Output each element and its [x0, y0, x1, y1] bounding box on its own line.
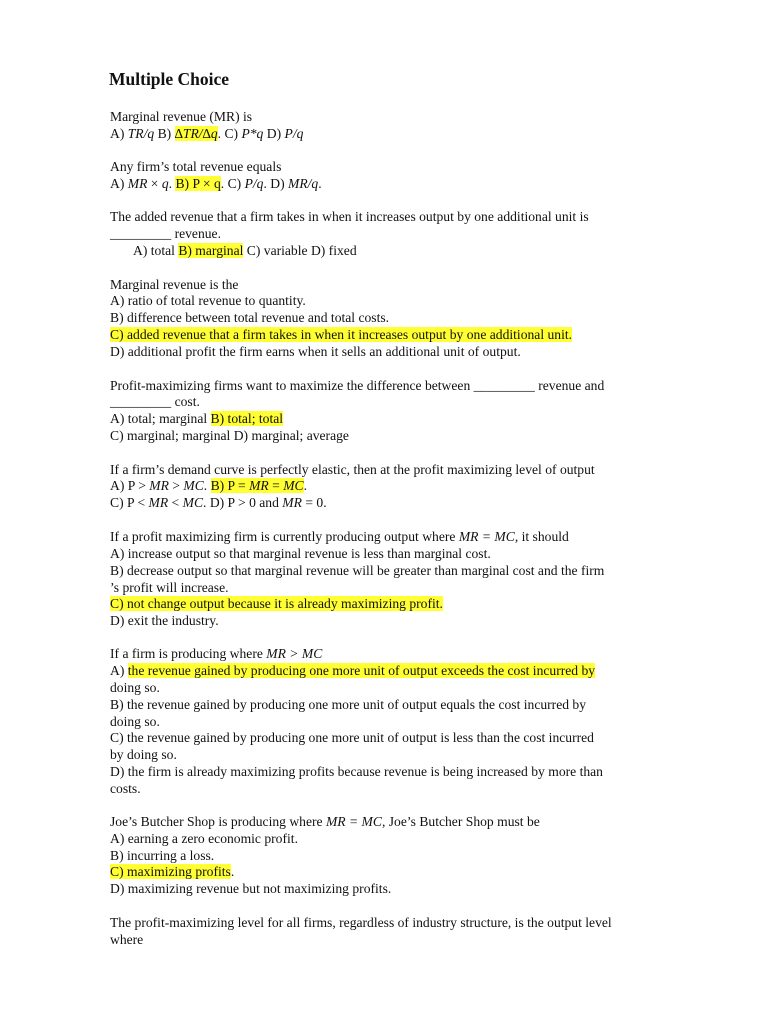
option-c-line-1: C) the revenue gained by producing one more unit of output is less than the cost incurred: [110, 730, 594, 745]
question-stem-line-1: The added revenue that a firm takes in when it increases output by one additional unit is: [110, 209, 589, 224]
option-d: D) maximizing revenue but not maximizing profits.: [110, 881, 392, 896]
option-c-line-2: by doing so.: [110, 747, 177, 762]
option-d: MR/q: [288, 176, 319, 191]
stem-equation: MR > MC: [266, 646, 323, 661]
options-c-d: C) variable D) fixed: [243, 243, 357, 258]
answer-options-cd: C) marginal; marginal D) marginal; average: [110, 428, 349, 443]
answer-options: [110, 125, 303, 142]
option-c-label: C) P <: [110, 495, 149, 510]
option-b: B) difference between total revenue and total costs.: [110, 310, 390, 325]
option-c: [110, 595, 443, 612]
option-d-line-1: D) the firm is already maximizing profits because revenue is being increased by more than: [110, 764, 603, 779]
separator: .: [168, 176, 176, 191]
option-b-highlighted: [175, 126, 218, 141]
option-c-op: <: [168, 495, 183, 510]
option-b-label: B) P =: [210, 478, 250, 493]
option-d-end: = 0.: [301, 495, 327, 510]
option-c-highlighted: C) maximizing profits: [110, 864, 231, 879]
question-stem-line-2: where: [110, 932, 144, 947]
answer-options: [110, 175, 322, 192]
option-a-end: .: [203, 478, 211, 493]
option-b: ∆TR/∆q: [174, 126, 218, 141]
option-b-highlighted: B) P × q: [175, 176, 221, 191]
option-d: D) additional profit the firm earns when it sells an additional unit of output.: [110, 344, 521, 359]
stem-end: , Joe’s Butcher Shop must be: [381, 814, 540, 829]
period: .: [318, 176, 322, 191]
option-a: A) total; marginal: [110, 411, 211, 426]
option-a-op: >: [168, 478, 184, 493]
question-stem: Marginal revenue is the: [110, 277, 239, 292]
option-c: P/q: [244, 176, 264, 191]
question-stem-line-2: _________ revenue.: [110, 226, 221, 241]
option-a: A) earning a zero economic profit.: [110, 831, 298, 846]
question-stem-line-2: _________ cost.: [110, 394, 200, 409]
option-d-mr: MR: [282, 495, 302, 510]
option-b-highlighted: [211, 478, 304, 493]
stem-equation: MR = MC: [458, 529, 515, 544]
question-stem: [110, 813, 540, 830]
question-stem: Marginal revenue (MR) is: [110, 109, 253, 124]
option-b-line-1: B) the revenue gained by producing one more unit of output equals the cost incurred by: [110, 697, 587, 712]
option-d-label: D): [263, 126, 285, 141]
stem-text: If a firm is producing where: [110, 646, 267, 661]
option-b: B) incurring a loss.: [110, 848, 215, 863]
option-c-highlighted: C) not change output because it is already maximizing profit.: [110, 596, 443, 611]
option-a-line-2: doing so.: [110, 680, 160, 695]
option-a: A) increase output so that marginal revenue is less than marginal cost.: [110, 546, 491, 561]
answer-options-ab: [110, 477, 307, 494]
option-a-mr: MR: [127, 176, 148, 191]
stem-text: Joe’s Butcher Shop is producing where: [110, 814, 326, 829]
option-a-label: A): [110, 126, 128, 141]
stem-text: If a profit maximizing firm is currently producing output where: [110, 529, 459, 544]
option-a: A) ratio of total revenue to quantity.: [110, 293, 306, 308]
option-b-mc: MC: [283, 478, 304, 493]
option-b-line-1: B) decrease output so that marginal revenue will be greater than marginal cost and the firm: [110, 563, 605, 578]
stem-end: , it should: [514, 529, 569, 544]
option-d-text: . D) P > 0 and: [203, 495, 283, 510]
answer-options: [133, 242, 357, 259]
option-a: A) total: [133, 243, 179, 258]
option-b-label: B): [154, 126, 175, 141]
option-c: [110, 863, 234, 880]
option-c-mr: MR: [148, 495, 169, 510]
option-a-label: A) P >: [110, 478, 150, 493]
option-c-label: . C): [220, 176, 245, 191]
option-a-highlighted: the revenue gained by producing one more unit of output exceeds the cost incurred by: [127, 663, 596, 678]
answer-options-cd: [110, 494, 327, 511]
page-title: Multiple Choice: [109, 69, 230, 89]
question-stem-line-1: The profit-maximizing level for all firms, regardless of industry structure, is the output level: [110, 915, 612, 930]
option-a-mr: MR: [149, 478, 169, 493]
option-c-mc: MC: [182, 495, 204, 510]
option-c: [110, 326, 572, 343]
option-c-highlighted: C) added revenue that a firm takes in when it increases output by one additional unit.: [110, 327, 573, 342]
question-stem: If a firm’s demand curve is perfectly elastic, then at the profit maximizing level of output: [110, 462, 595, 477]
option-d-label: . D): [263, 176, 288, 191]
option-b-highlighted: B) marginal: [178, 243, 244, 258]
option-b-op: =: [268, 478, 284, 493]
option-a-q: q: [161, 176, 169, 191]
option-b-line-2: doing so.: [110, 714, 160, 729]
question-stem: Any firm’s total revenue equals: [110, 159, 282, 174]
question-stem-line-1: Profit-maximizing firms want to maximize the difference between _________ revenue and: [110, 378, 605, 393]
option-b-line-2: ’s profit will increase.: [110, 580, 229, 595]
option-d: D) exit the industry.: [110, 613, 219, 628]
option-c-label: . C): [217, 126, 242, 141]
answer-options-ab: [110, 410, 283, 427]
option-a-label: A): [110, 176, 128, 191]
option-b-end: .: [303, 478, 307, 493]
option-b-mr: MR: [249, 478, 269, 493]
question-stem: [110, 645, 322, 662]
option-c: P*q: [241, 126, 264, 141]
option-b-highlighted: B) total; total: [210, 411, 284, 426]
option-d: P/q: [284, 126, 304, 141]
option-c-end: .: [230, 864, 235, 879]
option-a-line-1: [110, 662, 595, 679]
option-a-mc: MC: [183, 478, 204, 493]
option-a: TR/q: [127, 126, 155, 141]
option-a-label: A): [110, 663, 128, 678]
stem-equation: MR = MC: [325, 814, 382, 829]
option-d-line-2: costs.: [110, 781, 141, 796]
option-a-times: ×: [147, 176, 162, 191]
question-stem: [110, 528, 569, 545]
